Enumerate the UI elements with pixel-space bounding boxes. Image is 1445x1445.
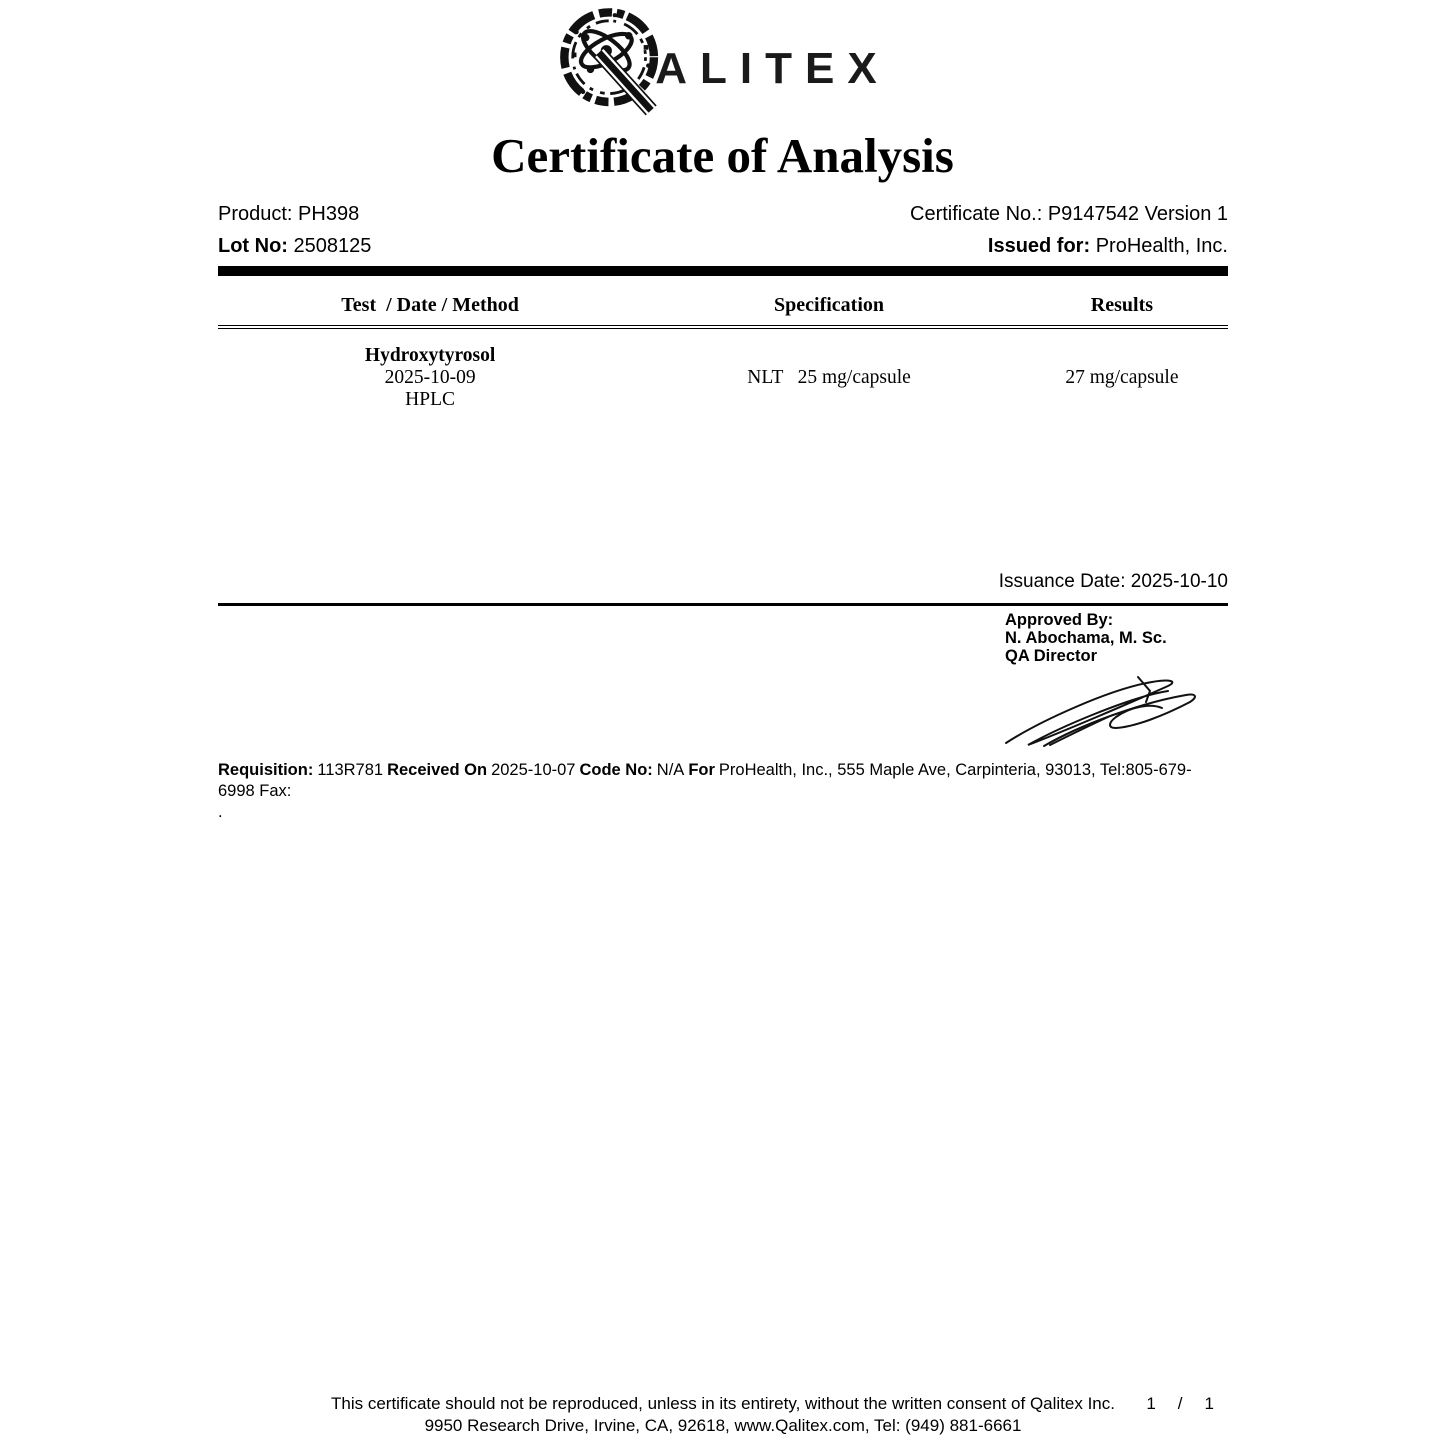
table-row [218,329,1228,411]
column-header-results: Results [1090,294,1154,316]
approver-name: N. Abochama, M. Sc. [1005,629,1167,647]
specification-cell: NLT 25 mg/capsule [747,367,911,388]
certificate-no-label: Certificate No.: [910,203,1043,225]
test-name: Hydroxytyrosol [364,345,496,366]
product-field [218,200,359,228]
signature-image [1000,675,1205,749]
issued-for-field [988,232,1228,260]
code-no-value: N/A [656,761,685,779]
issuance-date-label: Issuance Date: [998,571,1126,592]
product-label: Product: [218,203,293,225]
requisition-line [218,760,1228,802]
test-cell [218,345,642,411]
for-value: ProHealth, Inc., 555 Maple Ave, Carpinteria, 93013, Tel:805-679-6998 Fax: [218,761,1192,800]
column-header-specification: Specification [774,294,885,316]
test-method: HPLC [405,389,456,410]
results-table-header [218,276,1228,329]
test-date: 2025-10-09 [384,367,476,388]
certificate-no-field [910,200,1228,228]
approved-by-label: Approved By: [1005,611,1114,629]
footer-address: 9950 Research Drive, Irvine, CA, 92618, www.Qalitex.com, Tel: (949) 881-6661 [424,1416,1022,1435]
atom-circuit-q-logo-icon [555,4,667,116]
requisition-value: 113R781 [317,761,384,779]
certificate-no-value: P9147542 Version 1 [1047,203,1228,225]
footer [218,1393,1228,1437]
page-current: 1 [1146,1394,1156,1413]
brand-wordmark: ALITEX [655,44,890,93]
lot-no-field [218,232,371,260]
issued-for-label: Issued for: [987,235,1091,257]
received-on-label: Received On [387,761,488,779]
lot-no-label: Lot No: [218,235,288,257]
page-indicator [1146,1393,1214,1415]
approval-block [1005,611,1228,665]
footer-disclaimer: This certificate should not be reproduced, unless in its entirety, without the written consent of Qalitex Inc. [331,1394,1115,1413]
issuance-date-field [218,569,1228,595]
logo [0,0,1445,116]
code-no-label: Code No: [579,761,653,779]
issued-for-value: ProHealth, Inc. [1095,235,1228,257]
document-title: Certificate of Analysis [491,128,954,183]
requisition-continuation: . [218,803,223,821]
results-cell: 27 mg/capsule [1065,367,1179,388]
issuance-date-value: 2025-10-10 [1130,571,1228,592]
product-value: PH398 [298,203,360,225]
approver-title: QA Director [1005,647,1097,665]
for-label: For [688,761,715,779]
column-header-test-date-method: Test / Date / Method [341,294,519,316]
lot-no-value: 2508125 [293,235,372,257]
approval-divider-line [218,603,1228,606]
received-on-value: 2025-10-07 [491,761,576,779]
page-total: 1 [1204,1394,1214,1413]
page-separator: / [1177,1394,1183,1413]
header-divider-bar [218,266,1228,276]
requisition-label: Requisition: [218,761,314,779]
